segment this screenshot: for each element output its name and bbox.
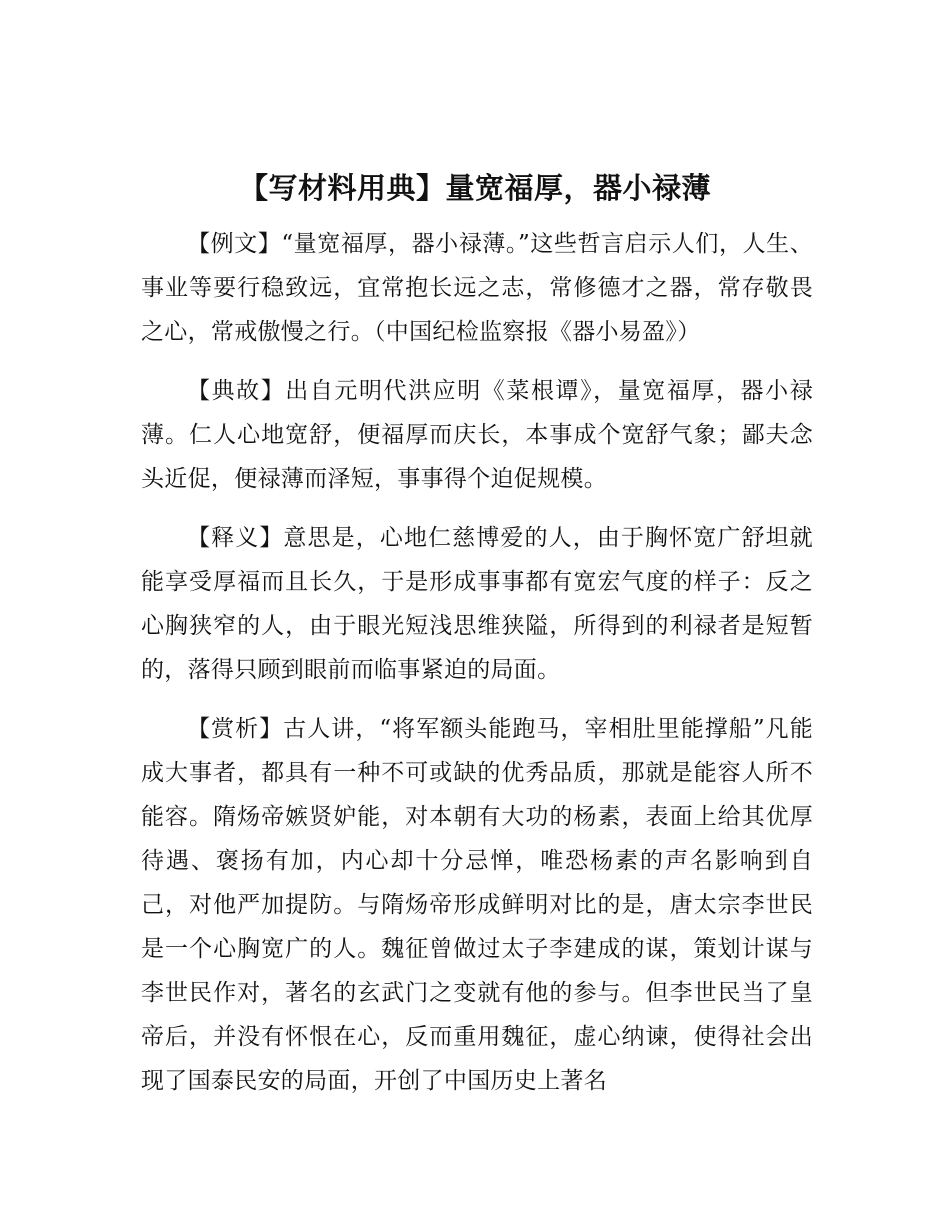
document-body (141, 222, 813, 1103)
paragraph-example: 【例文】“量宽福厚，器小禄薄。”这些哲言启示人们，人生、事业等要行稳致远，宜常抱长远之志，常修德才之器，常存敬畏之心，常戒傲慢之行。（中国纪检监察报《器小易盈》） (141, 231, 813, 345)
paragraph-analysis: 【赏析】古人讲，“将军额头能跑马，宰相肚里能撑船”凡能成大事者，都具有一种不可或缺的优秀品质，那就是能容人所不能容。隋炀帝嫉贤妒能，对本朝有大功的杨素，表面上给其优厚待遇、褒扬有加，内心却十分忌惮，唯恐杨素的声名影响到自己，对他严加提防。与隋炀帝形成鲜明对比的是，唐太宗李世民是一个心胸宽广的人。魏征曾做过太子李建成的谋，策划计谋与李世民作对，著名的玄武门之变就有他的参与。但李世民当了皇帝后，并没有怀恨在心，反而重用魏征，虚心纳谏，使得社会出现了国泰民安的局面，开创了中国历史上著名 (141, 716, 813, 1094)
document-title: 【写材料用典】量宽福厚，器小禄薄 (238, 171, 711, 205)
paragraph-origin: 【典故】出自元明代洪应明《菜根谭》，量宽福厚，器小禄薄。仁人心地宽舒，便福厚而庆长，本事成个宽舒气象；鄙夫念头近促，便禄薄而泽短，事事得个迫促规模。 (141, 378, 813, 492)
paragraph-meaning: 【释义】意思是，心地仁慈博爱的人，由于胸怀宽广舒坦就能享受厚福而且长久，于是形成事事都有宽宏气度的样子：反之心胸狭窄的人，由于眼光短浅思维狭隘，所得到的利禄者是短暂的，落得只顾到眼前而临事紧迫的局面。 (141, 525, 813, 683)
